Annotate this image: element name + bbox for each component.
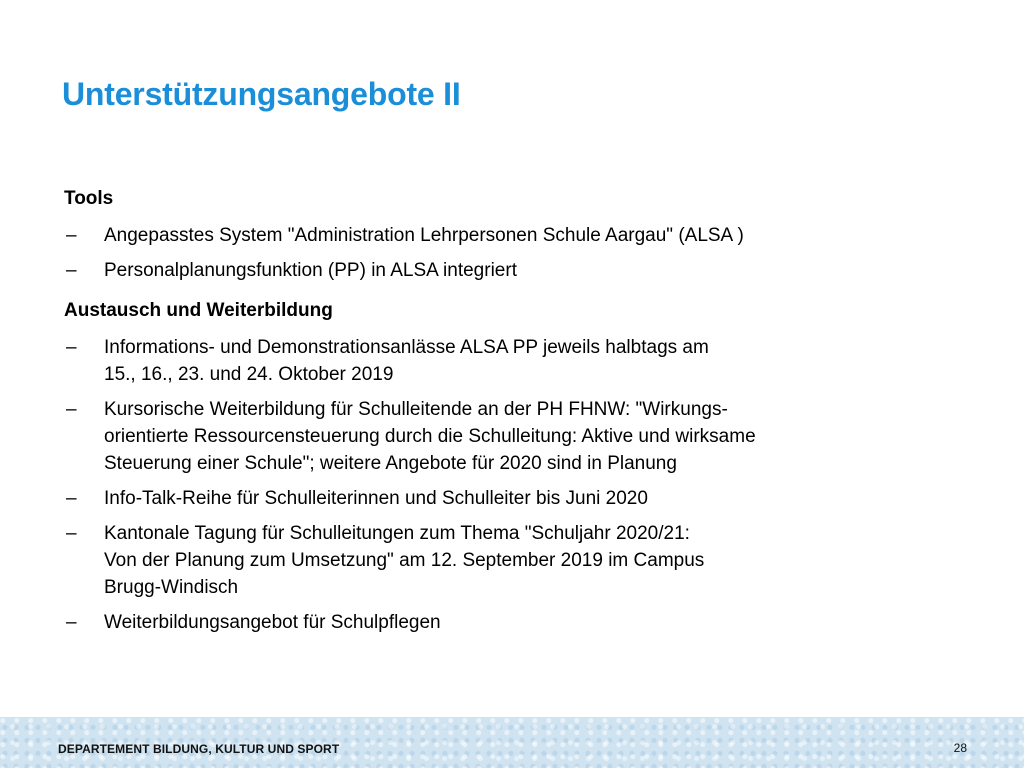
- dash-bullet-icon: –: [66, 399, 77, 420]
- list-item-text: Steuerung einer Schule"; weitere Angebote für 2020 sind in Planung: [104, 453, 677, 474]
- list-item-text: Brugg-Windisch: [104, 577, 239, 598]
- list-item: [64, 609, 964, 636]
- section-heading-austausch: Austausch und Weiterbildung: [64, 300, 333, 321]
- list-item: [64, 485, 964, 512]
- page-number: 28: [953, 741, 967, 755]
- footer-band: [0, 717, 1024, 768]
- dash-bullet-icon: –: [66, 488, 77, 509]
- list-item-text: Info-Talk-Reihe für Schulleiterinnen und Schulleiter bis Juni 2020: [104, 488, 648, 509]
- list-item: [64, 222, 964, 249]
- list-item-text: Informations- und Demonstrationsanlässe ALSA PP jeweils halbtags am: [104, 337, 709, 358]
- list-item-text: Kantonale Tagung für Schulleitungen zum Thema "Schuljahr 2020/21:: [104, 523, 690, 544]
- list-item: [64, 257, 964, 284]
- list-item-text: 15., 16., 23. und 24. Oktober 2019: [104, 364, 394, 385]
- dash-bullet-icon: –: [66, 523, 77, 544]
- dash-bullet-icon: –: [66, 225, 77, 246]
- dash-bullet-icon: –: [66, 337, 77, 358]
- list-item-text: Angepasstes System "Administration Lehrpersonen Schule Aargau" (ALSA ): [104, 225, 744, 246]
- list-item: [64, 520, 964, 601]
- section-tools: [64, 186, 964, 284]
- list-item-text: Weiterbildungsangebot für Schulpflegen: [104, 612, 441, 633]
- list-item: [64, 334, 964, 388]
- list-item: [64, 396, 964, 477]
- list-item-text: Personalplanungsfunktion (PP) in ALSA integriert: [104, 260, 517, 281]
- footer-department: DEPARTEMENT BILDUNG, KULTUR UND SPORT: [58, 742, 340, 756]
- list-item-text: Kursorische Weiterbildung für Schulleitende an der PH FHNW: "Wirkungs-: [104, 399, 728, 420]
- dash-bullet-icon: –: [66, 612, 77, 633]
- slide-title: Unterstützungsangebote II: [62, 76, 461, 112]
- dash-bullet-icon: –: [66, 260, 77, 281]
- section-heading-tools: Tools: [64, 188, 114, 209]
- slide-content: [64, 186, 964, 644]
- section-austausch: [64, 298, 964, 636]
- list-item-text: Von der Planung zum Umsetzung" am 12. September 2019 im Campus: [104, 550, 705, 571]
- list-item-text: orientierte Ressourcensteuerung durch die Schulleitung: Aktive und wirksame: [104, 426, 756, 447]
